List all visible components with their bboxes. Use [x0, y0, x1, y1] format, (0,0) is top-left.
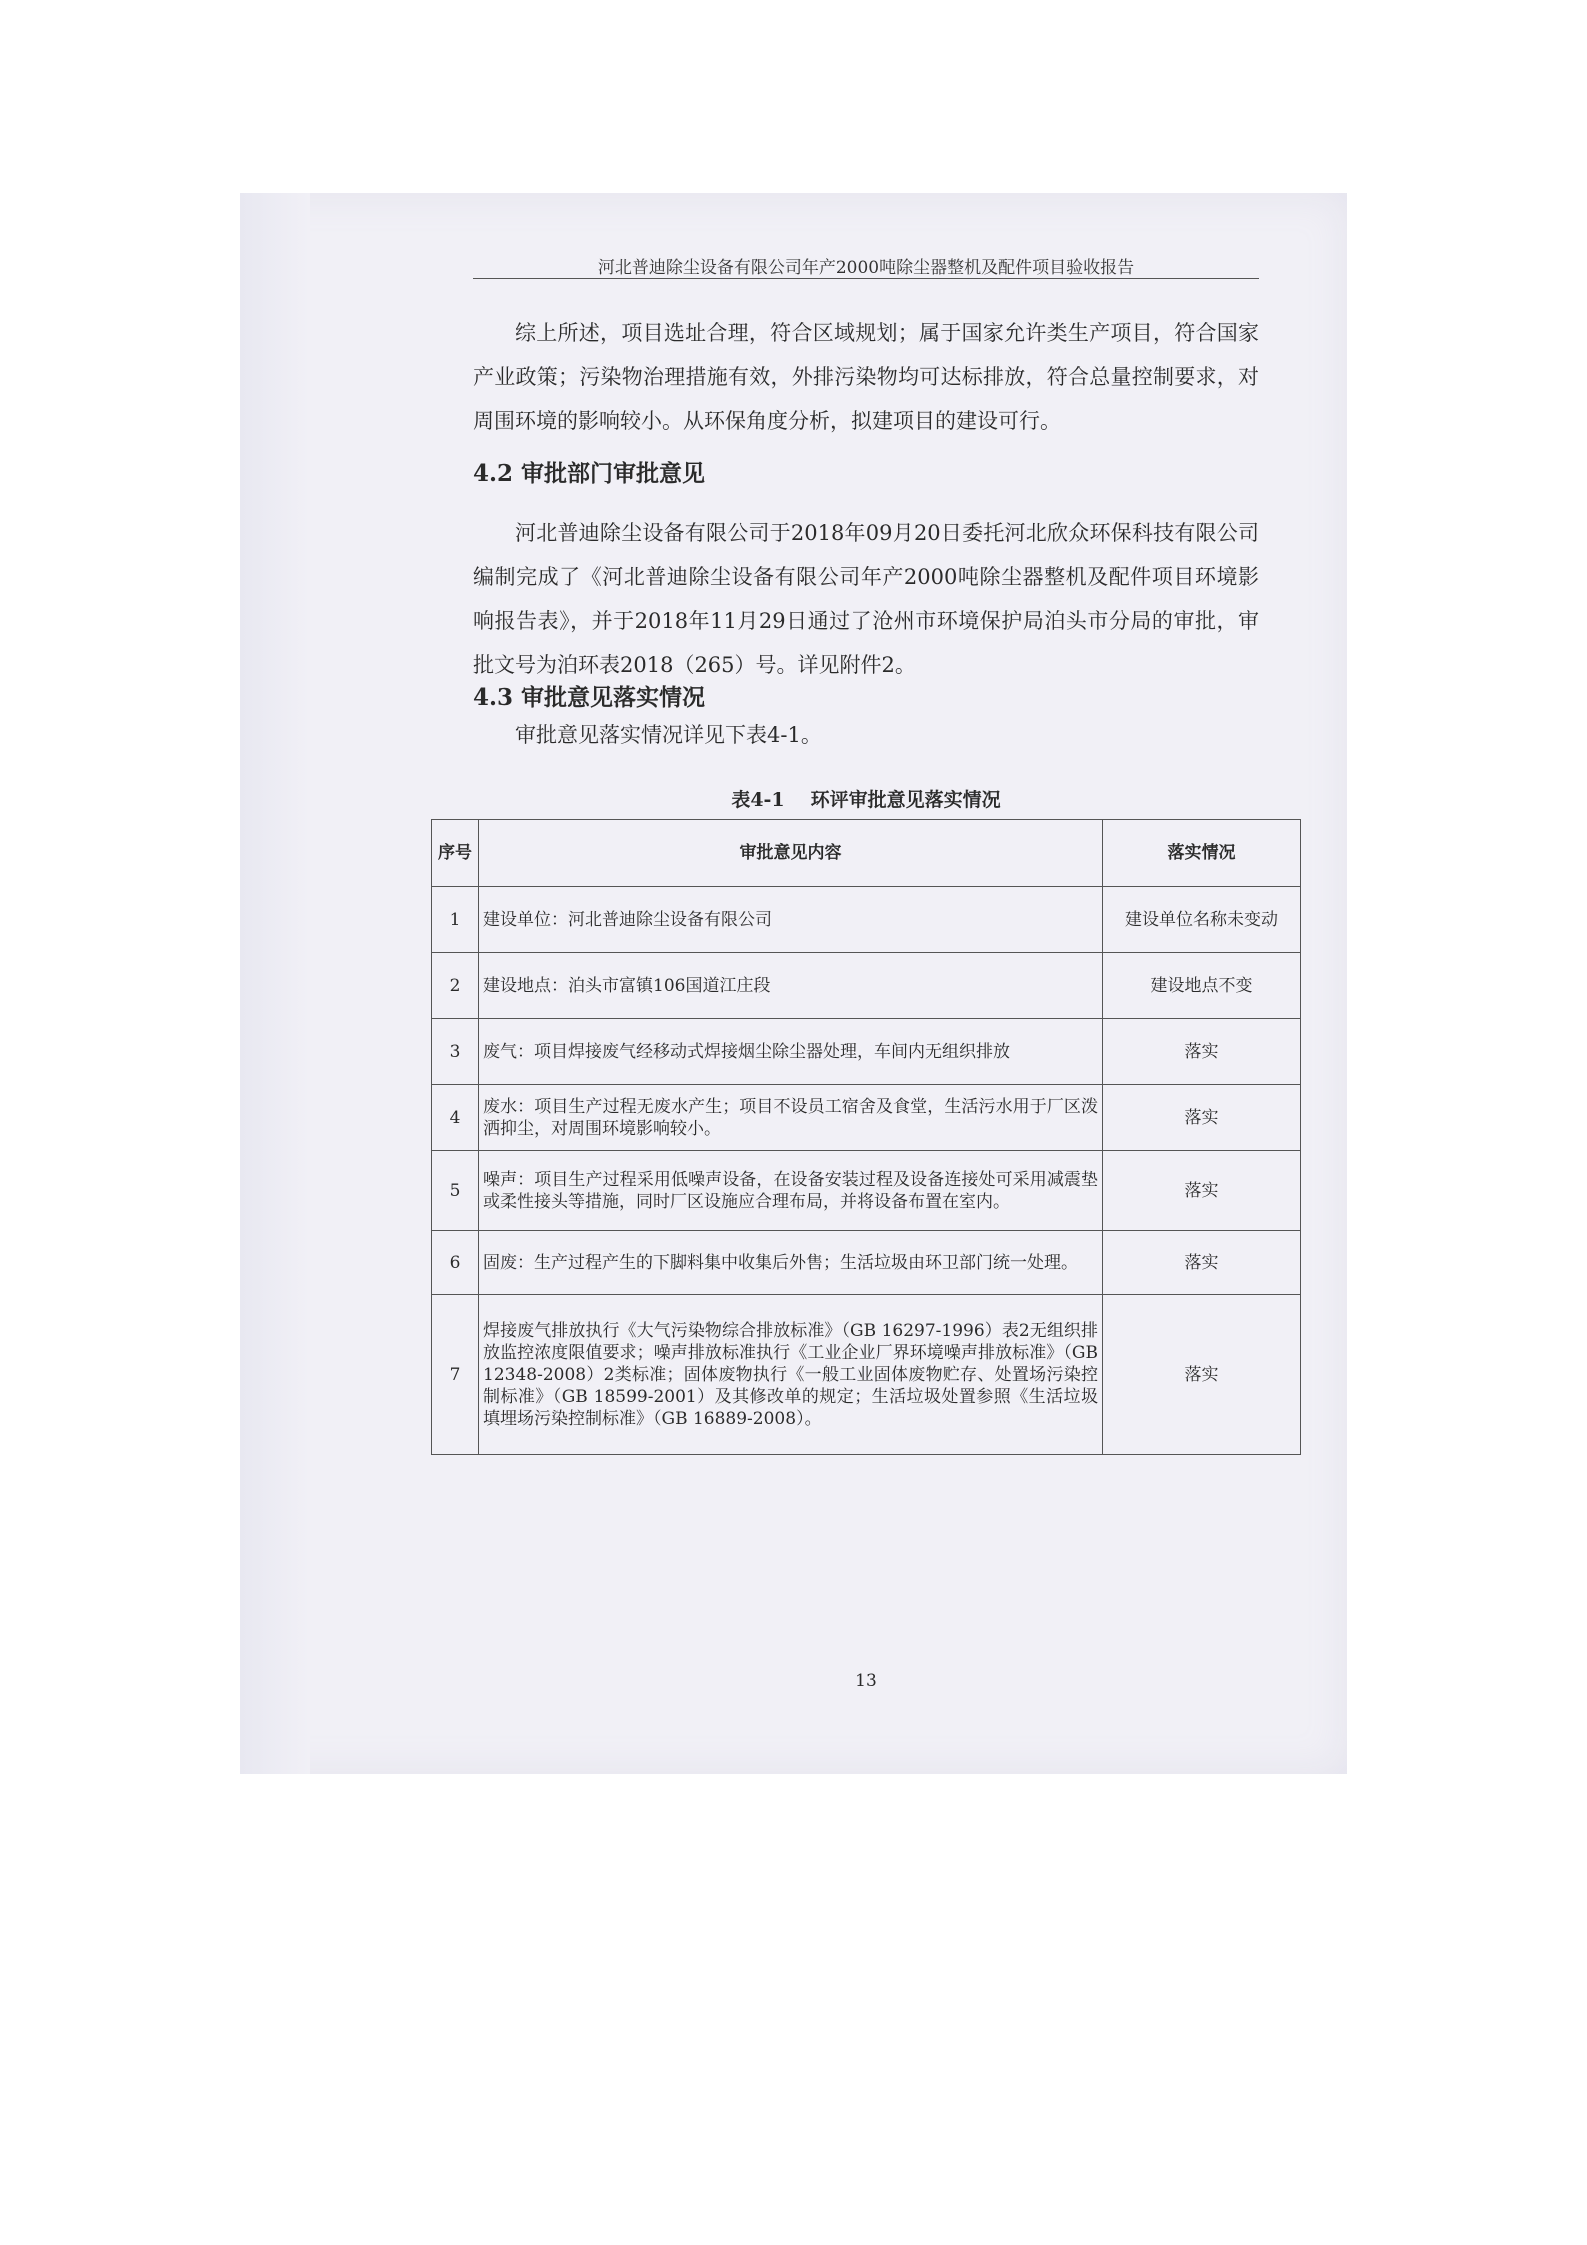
- header-no: 序号: [432, 820, 479, 887]
- page-number: 13: [855, 1671, 877, 1691]
- table-caption-number: 表4-1: [731, 789, 785, 811]
- row-status: 落实: [1103, 1085, 1301, 1151]
- row-content: 废气：项目焊接废气经移动式焊接烟尘除尘器处理，车间内无组织排放: [479, 1019, 1103, 1085]
- approval-paragraph: 河北普迪除尘设备有限公司于2018年09月20日委托河北欣众环保科技有限公司编制完成了《河北普迪除尘设备有限公司年产2000吨除尘器整机及配件项目环境影响报告表》，并于2018年11月29日通过了沧州市环境保护局泊头市分局的审批，审批文号为泊环表2018（265）号。详见附件2。: [473, 521, 1259, 677]
- row-no: 7: [432, 1295, 479, 1455]
- header-rule: [473, 278, 1259, 279]
- table-row: [432, 1085, 1301, 1151]
- section-heading-4-2: 4.2 审批部门审批意见: [473, 460, 706, 487]
- section-heading-4-3: 4.3 审批意见落实情况: [473, 684, 706, 711]
- row-status: 落实: [1103, 1151, 1301, 1231]
- table-header-row: [432, 820, 1301, 887]
- approval-table: [431, 819, 1301, 1455]
- table-row: [432, 887, 1301, 953]
- row-content: 建设单位：河北普迪除尘设备有限公司: [479, 887, 1103, 953]
- row-no: 5: [432, 1151, 479, 1231]
- row-content: 噪声：项目生产过程采用低噪声设备，在设备安装过程及设备连接处可采用减震垫或柔性接头等措施，同时厂区设施应合理布局，并将设备布置在室内。: [479, 1151, 1103, 1231]
- table-row: [432, 953, 1301, 1019]
- row-status: 落实: [1103, 1295, 1301, 1455]
- row-no: 6: [432, 1231, 479, 1295]
- row-no: 1: [432, 887, 479, 953]
- header-status: 落实情况: [1103, 820, 1301, 887]
- row-content: 固废：生产过程产生的下脚料集中收集后外售；生活垃圾由环卫部门统一处理。: [479, 1231, 1103, 1295]
- row-no: 3: [432, 1019, 479, 1085]
- scanned-page: [240, 193, 1347, 1774]
- row-status: 建设单位名称未变动: [1103, 887, 1301, 953]
- row-content: 建设地点：泊头市富镇106国道江庄段: [479, 953, 1103, 1019]
- table-caption: [473, 785, 1259, 812]
- table-row: [432, 1295, 1301, 1455]
- table-row: [432, 1151, 1301, 1231]
- table-caption-title: 环评审批意见落实情况: [810, 789, 1001, 811]
- row-status: 落实: [1103, 1019, 1301, 1085]
- row-status: 建设地点不变: [1103, 953, 1301, 1019]
- row-content: 焊接废气排放执行《大气污染物综合排放标准》（GB 16297-1996）表2无组织排放监控浓度限值要求；噪声排放标准执行《工业企业厂界环境噪声排放标准》（GB 12348-2008）2类标准；固体废物执行《一般工业固体废物贮存、处置场污染控制标准》（GB 18599-2001）及其修改单的规定；生活垃圾处置参照《生活垃圾填埋场污染控制标准》（GB 16889-2008）。: [479, 1295, 1103, 1455]
- row-no: 4: [432, 1085, 479, 1151]
- row-status: 落实: [1103, 1231, 1301, 1295]
- implementation-paragraph: 审批意见落实情况详见下表4-1。: [515, 723, 822, 747]
- row-content: 废水：项目生产过程无废水产生；项目不设员工宿舍及食堂，生活污水用于厂区泼洒抑尘，对周围环境影响较小。: [479, 1085, 1103, 1151]
- table-row: [432, 1231, 1301, 1295]
- conclusion-paragraph: 综上所述，项目选址合理，符合区域规划；属于国家允许类生产项目，符合国家产业政策；污染物治理措施有效，外排污染物均可达标排放，符合总量控制要求，对周围环境的影响较小。从环保角度分析，拟建项目的建设可行。: [473, 321, 1259, 433]
- scan-shadow-edge: [240, 193, 310, 1774]
- header-content: 审批意见内容: [479, 820, 1103, 887]
- running-header: 河北普迪除尘设备有限公司年产2000吨除尘器整机及配件项目验收报告: [597, 258, 1135, 278]
- row-no: 2: [432, 953, 479, 1019]
- table-row: [432, 1019, 1301, 1085]
